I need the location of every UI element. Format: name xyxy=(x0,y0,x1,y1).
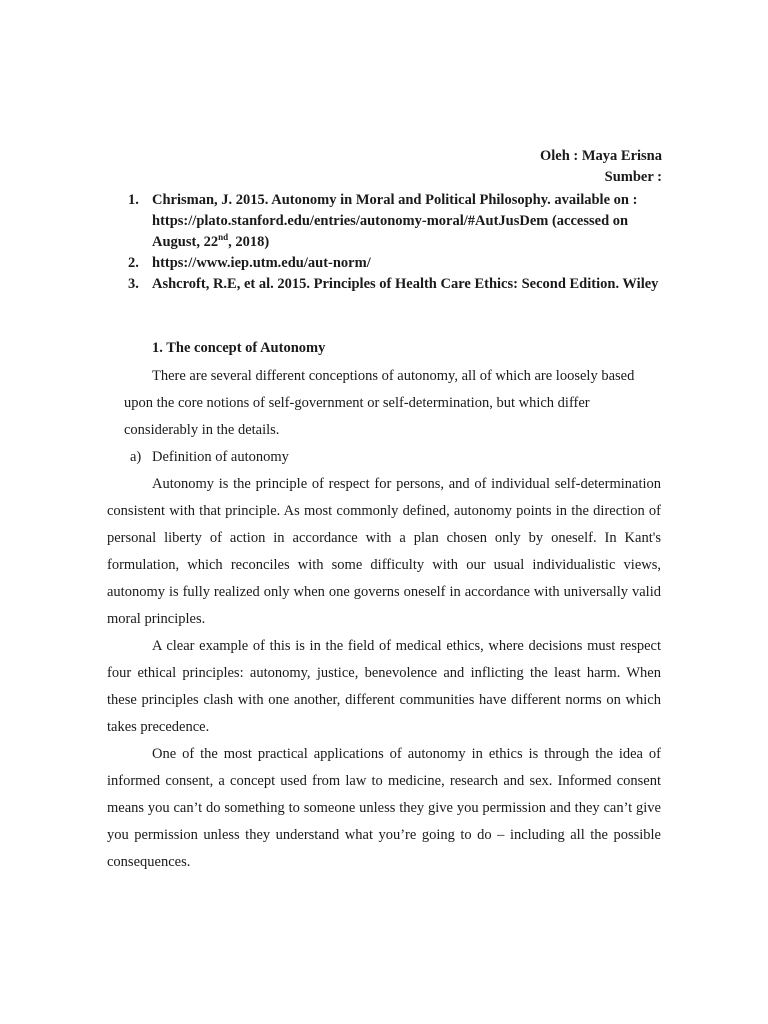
reference-item xyxy=(128,274,668,295)
source-label: Sumber : xyxy=(604,169,662,185)
section-heading: 1. The concept of Autonomy xyxy=(152,340,326,356)
reference-number: 3. xyxy=(128,276,139,292)
reference-number: 1. xyxy=(128,192,139,208)
reference-item xyxy=(128,190,668,253)
reference-list xyxy=(128,190,668,295)
body-paragraph: A clear example of this is in the field of medical ethics, where decisions must respect four ethical principles: autonomy, justice, benevolence and inflicting the least harm. When these principles clash with one another, different communities have different norms on which takes precedence. xyxy=(107,638,661,735)
reference-link: https://www.iep.utm.edu/aut-norm/ xyxy=(152,255,371,271)
body-paragraph: Autonomy is the principle of respect for persons, and of individual self-determination consistent with that principle. As most commonly defined, autonomy points in the direction of personal liberty of action in accordance with a plan chosen only by oneself. In Kant's formulation, which reconciles with some difficulty with our usual individualistic views, autonomy is fully realized only when one governs oneself in accordance with universally valid moral principles. xyxy=(107,476,661,627)
subsection-heading xyxy=(130,444,289,471)
author-line: Oleh : Maya Erisna xyxy=(539,148,662,164)
intro-paragraph: There are several different conceptions of autonomy, all of which are loosely based upon the core notions of self-government or self-determination, but which differ considerably in the details. xyxy=(124,368,635,438)
reference-item xyxy=(128,253,668,274)
reference-text: Ashcroft, R.E, et al. 2015. Principles of Health Care Ethics: Second Edition. Wiley xyxy=(152,276,659,292)
reference-text: Chrisman, J. 2015. Autonomy in Moral and Political Philosophy. available on : https://plato.stanford.edu/entries/autonomy-moral/#AutJusDem (accessed on August, 22nd, 2018) xyxy=(152,192,638,250)
body-paragraph: One of the most practical applications of autonomy in ethics is through the idea of informed consent, a concept used from law to medicine, research and sex. Informed consent means you can’t do something to someone unless they give you permission and they can’t give you permission unless they understand what you’re going to do – including all the possible consequences. xyxy=(107,746,661,870)
subsection-title: Definition of autonomy xyxy=(152,449,289,465)
reference-number: 2. xyxy=(128,255,139,271)
subsection-label: a) xyxy=(130,449,142,465)
